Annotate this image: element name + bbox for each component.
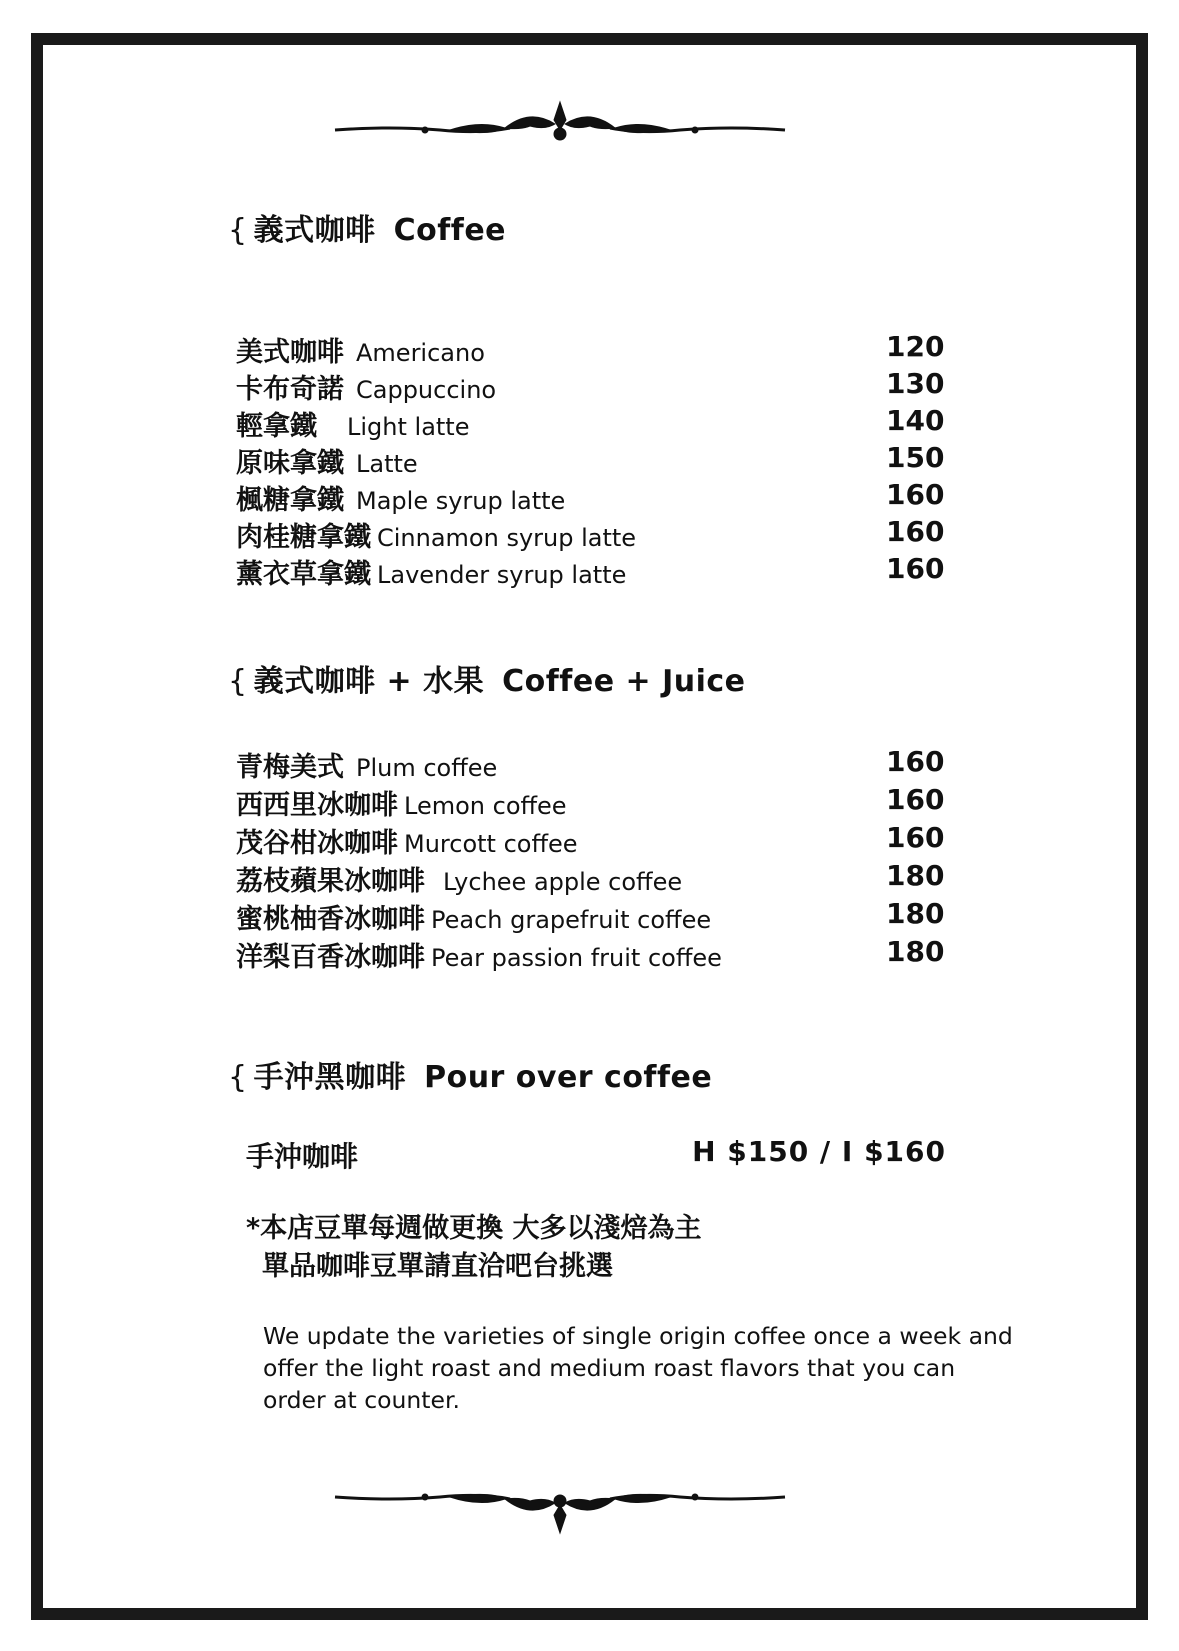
item-price: 140 (886, 404, 945, 437)
menu-item (236, 935, 946, 973)
menu-item (236, 515, 946, 553)
section-bracket: { (228, 664, 248, 699)
item-name-en: Latte (356, 450, 418, 478)
section-bracket: { (228, 1060, 248, 1095)
item-name-zh: 美式咖啡 (236, 337, 344, 368)
note-line-2: 單品咖啡豆單請直洽吧台挑選 (262, 1251, 613, 1282)
menu-item (236, 404, 946, 442)
item-name-en: Plum coffee (356, 754, 498, 782)
item-name-en: Americano (356, 339, 485, 367)
item-name-en: Cinnamon syrup latte (377, 524, 637, 552)
menu-item (236, 859, 946, 897)
item-price: 150 (886, 441, 945, 474)
item-name-zh: 洋梨百香冰咖啡 (236, 942, 425, 973)
menu-item (236, 367, 946, 405)
menu-item (236, 783, 946, 821)
item-name-zh: 青梅美式 (236, 752, 344, 783)
bottom-flourish-icon (330, 1475, 790, 1535)
item-name-en: Maple syrup latte (356, 487, 566, 515)
menu-item (236, 552, 946, 590)
item-name-zh: 蜜桃柚香冰咖啡 (236, 904, 425, 935)
item-name-en: Pear passion fruit coffee (431, 944, 722, 972)
section-title-zh: 義式咖啡 + 水果 (253, 664, 485, 699)
note-english: We update the varieties of single origin coffee once a week and offer the light roast and medium roast flavors that you can order at counter. (263, 1322, 1013, 1414)
pour-over-name: 手沖咖啡 (246, 1140, 359, 1173)
item-name-en: Murcott coffee (404, 830, 578, 858)
section-title-pour-over (228, 1052, 712, 1096)
menu-item (236, 478, 946, 516)
menu-item (236, 441, 946, 479)
item-price: 160 (886, 745, 945, 778)
item-name-zh: 原味拿鐵 (236, 448, 344, 479)
menu-item (236, 330, 946, 368)
item-price: 160 (886, 821, 945, 854)
item-price: 130 (886, 367, 945, 400)
menu-item (236, 897, 946, 935)
item-name-zh: 荔枝蘋果冰咖啡 (236, 866, 425, 897)
section-title-coffee-juice (228, 656, 746, 700)
menu-item (236, 745, 946, 783)
item-name-en: Light latte (347, 413, 470, 441)
note-line-1: *本店豆單每週做更換 大多以淺焙為主 (246, 1213, 702, 1244)
item-name-en: Cappuccino (356, 376, 497, 404)
item-name-en: Lavender syrup latte (377, 561, 627, 589)
section-title-zh: 手沖黑咖啡 (253, 1060, 407, 1095)
section-title-coffee (228, 205, 506, 249)
item-name-en: Lemon coffee (404, 792, 567, 820)
section-bracket: { (228, 213, 248, 248)
top-flourish-icon (330, 100, 790, 160)
item-price: 180 (886, 859, 945, 892)
item-price: 180 (886, 897, 945, 930)
item-name-zh: 薰衣草拿鐵 (236, 559, 371, 590)
item-name-en: Lychee apple coffee (443, 868, 683, 896)
item-price: 160 (886, 783, 945, 816)
item-name-zh: 西西里冰咖啡 (236, 790, 398, 821)
item-name-zh: 輕拿鐵 (236, 411, 317, 442)
menu-item (236, 821, 946, 859)
section-title-en: Coffee (393, 213, 507, 248)
pour-over-price: H $150 / I $160 (692, 1135, 946, 1168)
section-title-en: Coffee + Juice (502, 664, 746, 699)
item-price: 160 (886, 478, 945, 511)
item-price: 180 (886, 935, 945, 968)
note-chinese (246, 1210, 702, 1286)
item-name-zh: 肉桂糖拿鐵 (236, 522, 371, 553)
item-name-zh: 茂谷柑冰咖啡 (236, 828, 398, 859)
pour-over-item (246, 1135, 946, 1175)
item-name-zh: 楓糖拿鐵 (236, 485, 344, 516)
section-title-en: Pour over coffee (424, 1060, 713, 1095)
item-name-zh: 卡布奇諾 (236, 374, 344, 405)
item-price: 120 (886, 330, 945, 363)
item-name-en: Peach grapefruit coffee (431, 906, 712, 934)
section-title-zh: 義式咖啡 (253, 213, 376, 248)
item-price: 160 (886, 515, 945, 548)
item-price: 160 (886, 552, 945, 585)
